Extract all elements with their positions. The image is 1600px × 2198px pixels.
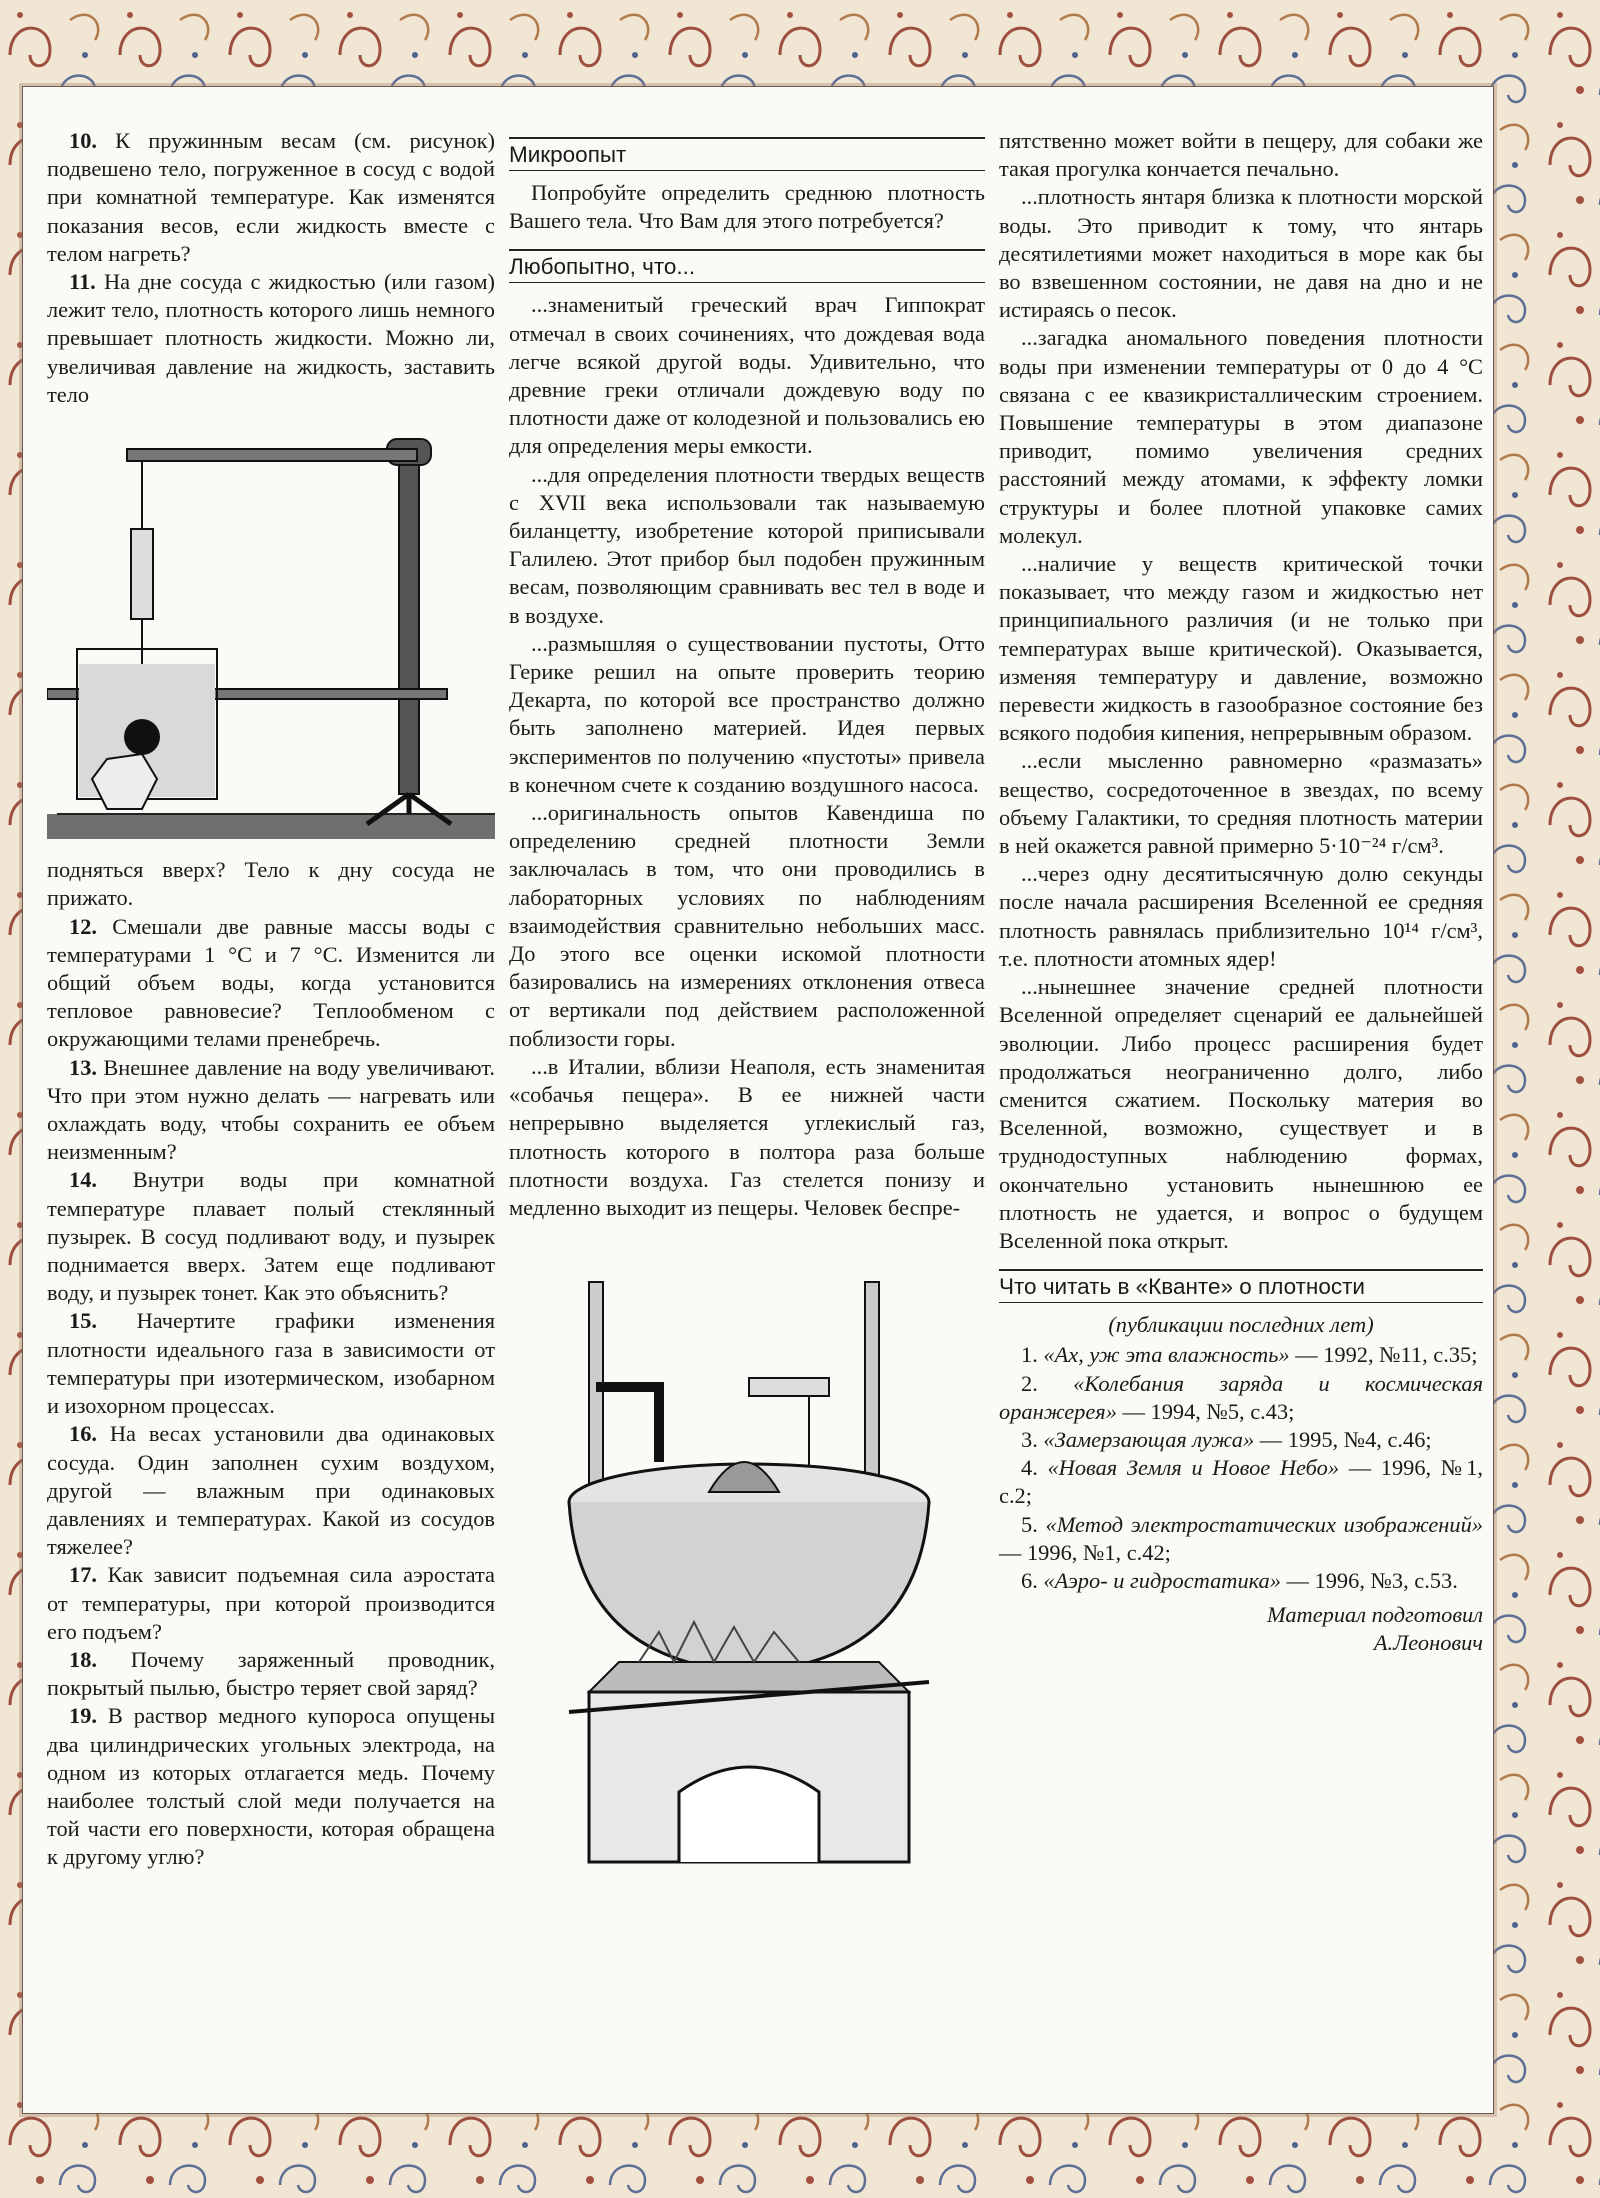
curious-1: ...знаменитый греческий врач Гиппократ отмечал в своих сочинениях, что дождевая вода легче всякой другой воды. Удивительно, что древние греки отличали дождевую воду по плотности даже от колодезной и пользовались ею для определения меры емкости. [509,292,985,459]
column-problems [47,127,495,1872]
problem-19: 19. В раствор медного купороса опущены два цилиндрических угольных электрода, на одном из которых отлагается медь. Почему наиболее толстый слой меди получается на той части его поверхности, которая обращена к другому углю? [47,1703,495,1870]
reading-item: 1. «Ах, уж эта влажность» — 1992, №11, с.35; [1021,1342,1478,1368]
reading-item: 6. «Аэро- и гидростатика» — 1996, №3, с.53. [1021,1567,1458,1593]
reading-item: 3. «Замерзающая лужа» — 1995, №4, с.46; [1021,1426,1432,1452]
problem-11-cont: подняться вверх? Тело к дну сосуда не прижато. [47,857,495,911]
problem-17: 17. Как зависит подъемная сила аэростата от температуры, при которой производится его подъем? [47,1562,495,1644]
problem-16: 16. На весах установили два одинаковых сосуда. Один заполнен сухим воздухом, другой — влажным при одинаковых давлениях и температурах. Какой из сосудов тяжелее? [47,1421,496,1560]
cauldron-figure [509,1262,985,1882]
reading-subtitle: (публикации последних лет) [1108,1312,1374,1338]
curious-2: ...для определения плотности твердых веществ с XVII века использовали так называемую биланцетту, изобретение которой приписывали Галилею. Этот прибор был подобен пружинным весам, позволяющим сравнивать вес тел в воде и в воздухе. [509,461,985,628]
column-curious-cont [999,127,1483,1657]
micro-text: Попробуйте определить среднюю плотность Вашего тела. Что Вам для этого потребуется? [509,180,985,234]
curious-5-cont: пятственно может войти в пещеру, для собаки же такая прогулка кончается печально. [999,128,1483,182]
problem-14: 14. Внутри воды при комнатной температуре плавает полый стеклянный пузырек. В сосуд подливают воду, и пузырек поднимается вверх. Затем еще подливают воду, и пузырек тонет. Как это объяснить? [47,1167,495,1306]
galaxy-density-value: 5·10⁻²⁴ г/см³. [1319,833,1444,859]
problem-12: 12. Смешали две равные массы воды с температурами 1 °С и 7 °С. Изменится ли общий объем воды, когда установится тепловое равновесие? Теплообменом с окружающими телами пренебречь. [47,913,495,1052]
reading-item: 2. «Колебания заряда и космическая оранжерея» — 1994, №5, с.43; [999,1370,1483,1424]
early-universe-density-value: 10¹⁴ г/см³ [1382,917,1478,943]
heading-curious: Любопытно, что... [509,249,985,283]
problem-13: 13. Внешнее давление на воду увеличивают. Что при этом нужно делать — нагревать или охлаждать воду, чтобы сохранить ее объем неизменным? [47,1054,495,1165]
curious-8: ...наличие у веществ критической точки показывает, что между газом и жидкостью нет принципиального различия (и не только при температурах выше критической). Оказывается, изменяя температуру и давление, возможно перевести жидкость в газообразное состояние без всякого подобия кипения, непрерывным образом. [999,551,1483,746]
problem-15: 15. Начертите графики изменения плотности идеального газа в зависимости от температуры при изотермическом, изобарном и изохорном процессах. [47,1308,495,1419]
curious-11: ...нынешнее значение средней плотности Вселенной определяет сценарий ее дальнейшей эволюции. Либо процесс расширения будет продолжаться неограниченно долго, либо сменится сжатием. Поскольку материя во Вселенной, возможно, существует и в труднодоступных наблюдению формах, окончательно установить нынешнюю ее плотность не удается, и вопрос о будущем Вселенной пока открыт. [999,974,1483,1253]
heading-what-to-read: Что читать в «Кванте» о плотности [999,1269,1483,1303]
spring-scale-figure [47,419,495,839]
curious-7: ...загадка аномального поведения плотности воды при изменении температуры от 0 до 4 °С связана с ее квазикристаллическим строением. Повышение температуры в этом диапазоне приводит, помимо увеличения средних расстояний между атомами, к эффекту ломки структуры и более плотной упаковке самих молекул. [999,325,1483,548]
problem-10: 10. К пружинным весам (см. рисунок) подвешено тело, погруженное в сосуд с водой при комнатной температуре. Как изменятся показания весов, если жидкость вместе с телом нагреть? [47,128,495,266]
heading-micro-experiment: Микроопыт [509,137,985,171]
reading-item: 5. «Метод электростатических изображений» — 1996, №1, с.42; [999,1511,1483,1565]
curious-5: ...в Италии, вблизи Неаполя, есть знаменитая «собачья пещера». В ее нижней части непрерывно выделяется углекислый газ, плотность которого в полтора раза больше плотности воздуха. Газ стелется понизу и медленно выходит из пещеры. Человек беспре- [509,1053,985,1220]
curious-3: ...размышляя о существовании пустоты, Отто Герике решил на опыте проверить теорию Декарта, по которой все пространство должно быть заполнено материей. Идея первых экспериментов по получению «пустоты» привела в конечном счете к созданию воздушного насоса. [509,630,985,797]
reading-item: 4. «Новая Земля и Новое Небо» — 1996, №1, с.2; [999,1455,1484,1509]
curious-10: ...через одну десятитысячную долю секунды после начала расширения Вселенной ее средняя плотность равнялась приблизительно 10¹⁴ г/см³, т.е. плотности атомных ядер! [999,861,1484,971]
reading-list [999,1341,1483,1595]
column-curious [509,131,985,1899]
curious-4: ...оригинальность опытов Кавендиша по определению средней плотности Земли заключалась в том, что они проводились в лабораторных условиях по наблюдениям взаимодействия сравнительно небольших масс. До этого все оценки искомой плотности базировались на измерениях отклонения отвеса от вертикали под действием расположенной поблизости горы. [509,800,985,1051]
curious-9: ...если мысленно равномерно «размазать» вещество, сосредоточенное в звездах, по всему объему Галактики, то средняя плотность материи в ней окажется равной примерно 5·10⁻²⁴ г/см³. [999,748,1483,859]
curious-6: ...плотность янтаря близка к плотности морской воды. Это приводит к тому, что янтарь десятилетиями может находиться в море как бы во взвешенном состоянии, не давя на дно и не истираясь о песок. [999,184,1483,323]
article-page [22,86,1494,2114]
problem-11: 11. На дне сосуда с жидкостью (или газом) лежит тело, плотность которого лишь немного превышает плотность жидкости. Можно ли, увеличивая давление на жидкость, заставить тело [47,269,495,407]
problem-18: 18. Почему заряженный проводник, покрытый пылью, быстро теряет свой заряд? [47,1646,495,1701]
author-credit: Материал подготовил А.Леонович [1267,1602,1483,1656]
